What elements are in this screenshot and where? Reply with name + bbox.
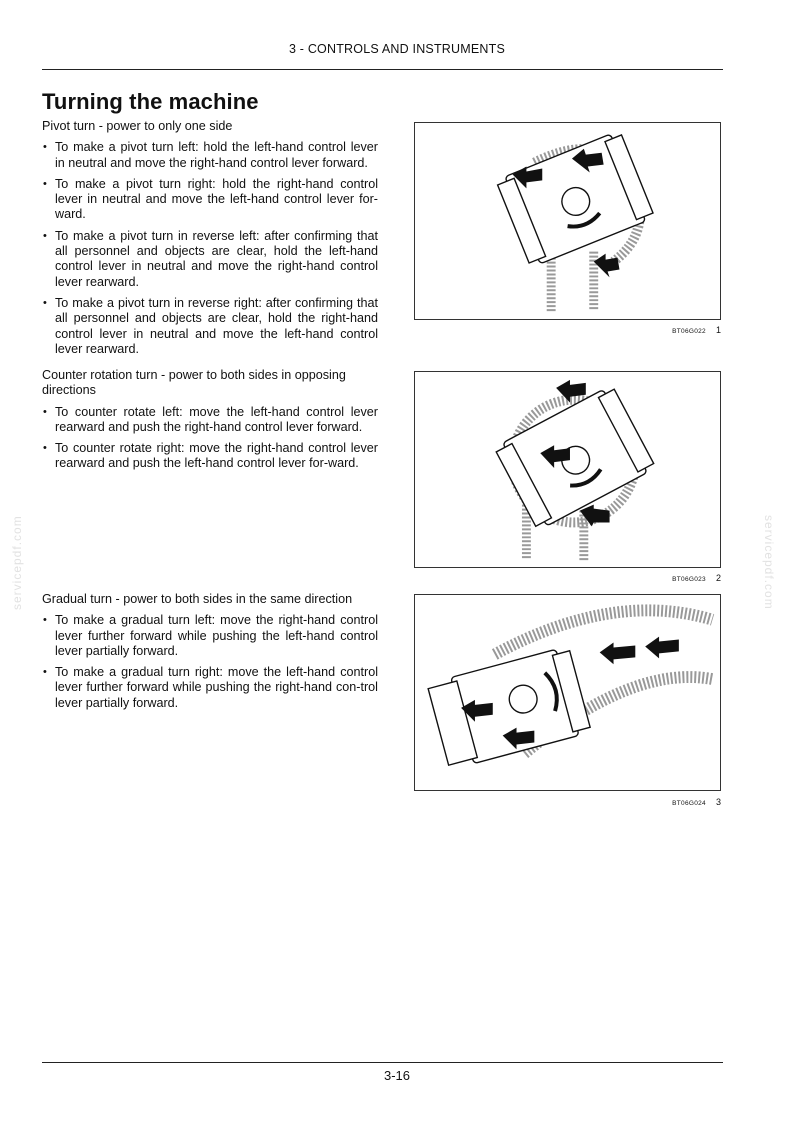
machine-body (427, 646, 592, 770)
section-intro: Pivot turn - power to only one side (42, 119, 233, 133)
figure-number: 3 (715, 797, 721, 807)
figure-number: 2 (715, 573, 721, 583)
figure-caption (414, 325, 721, 335)
machine-body (496, 130, 655, 267)
figure-counter-rotation (414, 371, 721, 568)
running-header: 3 - CONTROLS AND INSTRUMENTS (288, 42, 506, 56)
page-title: Turning the machine (42, 89, 259, 114)
section-intro: Counter rotation turn - power to both sides in opposing directions (42, 368, 346, 398)
section-pivot-turn (42, 119, 378, 363)
page-number: 3-16 (383, 1068, 411, 1083)
figure-gradual-turn (414, 594, 721, 791)
figure-code: BT06G024 (672, 800, 706, 807)
list-item: • To make a pivot turn left: hold the left-hand control lever in neutral and move the right-hand control lever forward. (42, 140, 378, 171)
list-item: • To make a pivot turn right: hold the right-hand control lever in neutral and move the left-hand control lever for-ward. (42, 177, 378, 223)
counter-rotation-illustration (415, 372, 720, 567)
list-item: • To counter rotate left: move the left-hand control lever rearward and push the right-hand control lever forward. (42, 405, 378, 436)
list-item: • To counter rotate right: move the right-hand control lever rearward and push the left-hand control lever for-ward. (42, 441, 378, 472)
pivot-turn-illustration (415, 123, 720, 319)
bullet-list (42, 613, 378, 711)
section-gradual-turn (42, 592, 378, 717)
machine-body (494, 385, 656, 531)
section-intro: Gradual turn - power to both sides in the same direction (42, 592, 353, 606)
gradual-turn-illustration (415, 595, 720, 790)
footer-rule (42, 1062, 723, 1063)
figure-code: BT06G022 (672, 328, 706, 335)
figure-number: 1 (715, 325, 721, 335)
list-item: • To make a pivot turn in reverse right: after confirming that all personnel and objects are clear, hold the right-hand control lever in neutral and move the left-hand control lever rearward. (42, 296, 378, 357)
figure-caption (414, 573, 721, 583)
figure-pivot-turn (414, 122, 721, 320)
list-item: • To make a gradual turn left: move the right-hand control lever further forward while pushing the left-hand control lever partially forward. (42, 613, 378, 659)
header-rule (42, 69, 723, 70)
section-counter-rotation (42, 368, 378, 478)
figure-code: BT06G023 (672, 576, 706, 583)
bullet-list (42, 405, 378, 472)
watermark: servicepdf.com (10, 515, 24, 610)
figure-caption (414, 797, 721, 807)
watermark: servicepdf.com (762, 515, 776, 610)
list-item: • To make a pivot turn in reverse left: after confirming that all personnel and objects are clear, hold the left-hand control lever in neutral and move the right-hand control lever rearward. (42, 229, 378, 290)
list-item: • To make a gradual turn right: move the left-hand control lever further forward while pushing the right-hand con-trol lever partially forward. (42, 665, 378, 711)
bullet-list (42, 140, 378, 357)
